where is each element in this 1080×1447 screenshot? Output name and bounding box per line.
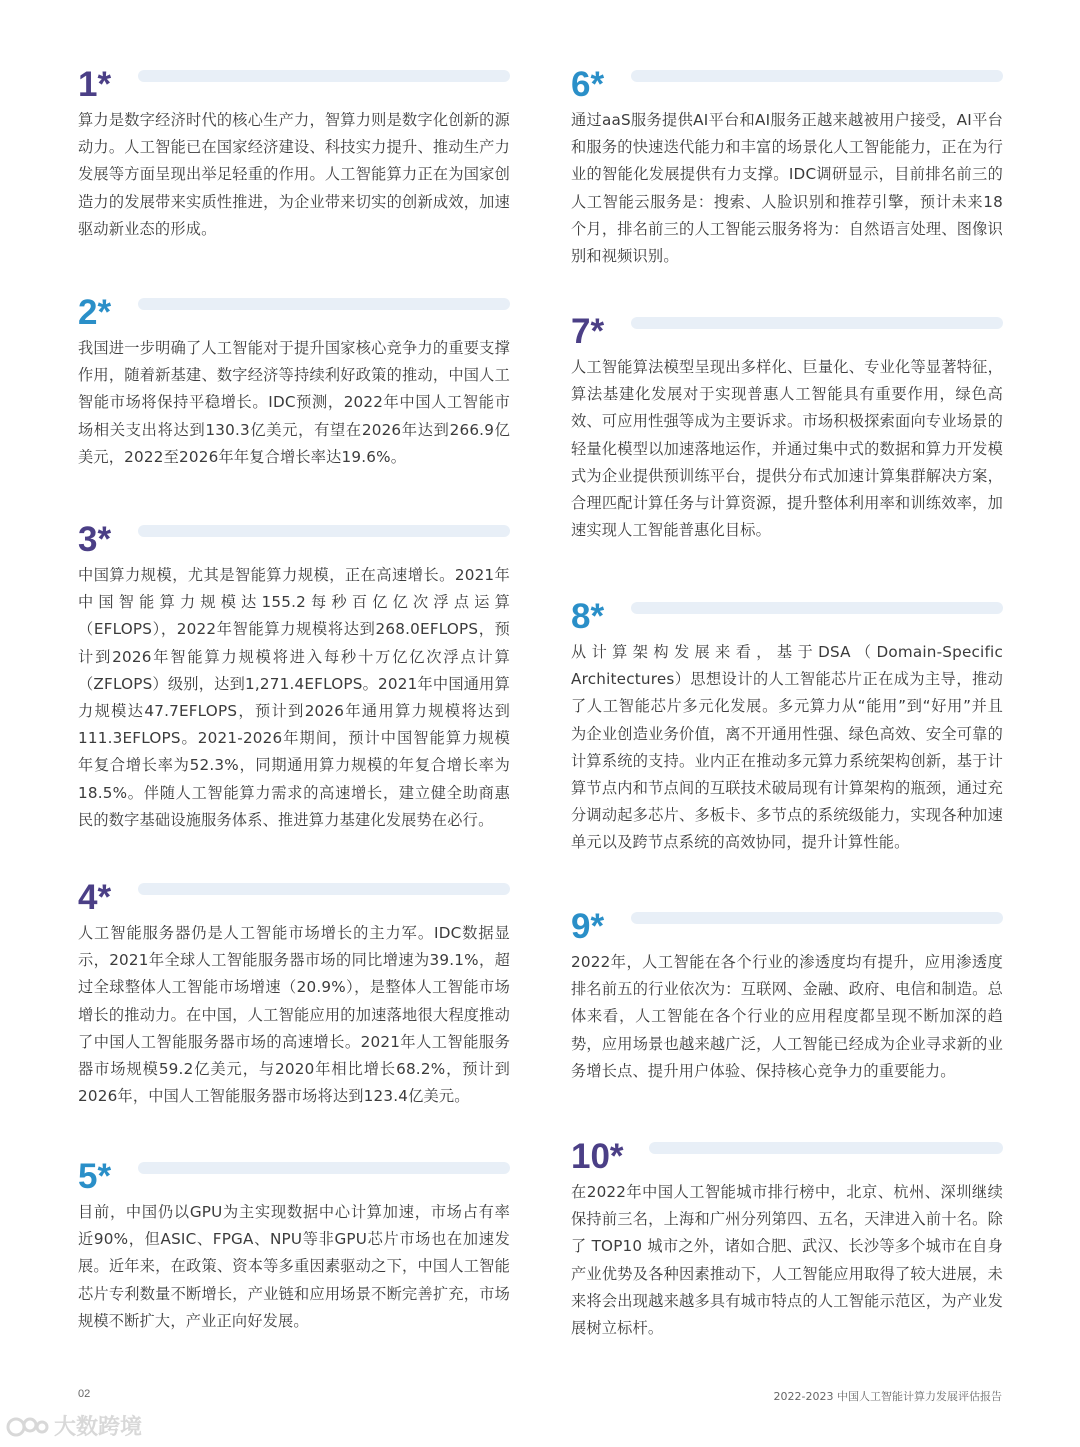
- page-number: 02: [78, 1388, 91, 1400]
- section-divider-bar: [631, 602, 1003, 614]
- section-9: [571, 908, 1003, 1085]
- section-text: 目前，中国仍以GPU为主实现数据中心计算加速，市场占有率近90%，但ASIC、FPGA、NPU等非GPU芯片市场也在加速发展。近年来，在政策、资本等多重因素驱动之下，中国人工智能芯片专利数量不断增长，产业链和应用场景不断完善扩充，市场规模不断扩大，产业正向好发展。: [78, 1203, 510, 1330]
- section-number: 9*: [571, 907, 605, 946]
- section-text: 我国进一步明确了人工智能对于提升国家核心竞争力的重要支撑作用，随着新基建、数字经济等持续利好政策的推动，中国人工智能市场将保持平稳增长。IDC预测，2022年中国人工智能市场相关支出将达到130.3亿美元，有望在2026年达到266.9亿美元，2022至2026年年复合增长率达19.6%。: [78, 339, 510, 466]
- watermark-text: 大数跨境: [54, 1415, 143, 1440]
- section-number: 4*: [78, 878, 112, 917]
- section-text: 人工智能算法模型呈现出多样化、巨量化、专业化等显著特征，算法基建化发展对于实现普惠人工智能具有重要作用，绿色高效、可应用性强等成为主要诉求。市场积极探索面向专业场景的轻量化模型以加速落地运作，并通过集中式的数据和算力开发模式为企业提供预训练平台，提供分布式加速计算集群解决方案，合理匹配计算任务与计算资源，提升整体利用率和训练效率，加速实现人工智能普惠化目标。: [571, 358, 1003, 540]
- section-number: 5*: [78, 1157, 112, 1196]
- section-text: 算力是数字经济时代的核心生产力，智算力则是数字化创新的源动力。人工智能已在国家经济建设、科技实力提升、推动生产力发展等方面呈现出举足轻重的作用。人工智能算力正在为国家创造力的发展带来实质性推进，为企业带来切实的创新成效，加速驱动新业态的形成。: [78, 111, 510, 238]
- report-title: 2022-2023 中国人工智能计算力发展评估报告: [773, 1390, 1002, 1403]
- section-text: 人工智能服务器仍是人工智能市场增长的主力军。IDC数据显示，2021年全球人工智能服务器市场的同比增速为39.1%，超过全球整体人工智能市场增速（20.9%），是整体人工智能市场增长的推动力。在中国，人工智能应用的加速落地很大程度推动了中国人工智能服务器市场的高速增长。2021年人工智能服务器市场规模59.2亿美元，与2020年相比增长68.2%，预计到2026年，中国人工智能服务器市场将达到123.4亿美元。: [78, 924, 510, 1106]
- section-7: [571, 313, 1003, 544]
- section-divider-bar: [138, 298, 510, 310]
- section-divider-bar: [649, 1142, 1003, 1154]
- section-number: 3*: [78, 520, 112, 559]
- section-text: 从计算架构发展来看，基于DSA（Domain-Specific Architectures）思想设计的人工智能芯片正在成为主导，推动了人工智能芯片多元化发展。多元算力从“能用”到“好用”并且为企业创造业务价值，离不开通用性强、绿色高效、安全可靠的计算系统的支持。业内正在推动多元算力系统架构创新，基于计算节点内和节点间的互联技术破局现有计算架构的瓶颈，通过充分调动起多芯片、多板卡、多节点的系统级能力，实现各种加速单元以及跨节点系统的高效协同，提升计算性能。: [571, 643, 1003, 852]
- section-3: [78, 521, 510, 834]
- section-8: [571, 598, 1003, 857]
- section-text: 中国算力规模，尤其是智能算力规模，正在高速增长。2021年中国智能算力规模达155.2每秒百亿亿次浮点运算（EFLOPS），2022年智能算力规模将达到268.0EFLOPS，预计到2026年智能算力规模将进入每秒十万亿亿次浮点计算（ZFLOPS）级别，达到1,271.4EFLOPS。2021年中国通用算力规模达47.7EFLOPS，预计到2026年通用算力规模将达到111.3EFLOPS。2021-2026年期间，预计中国智能算力规模年复合增长率为52.3%，同期通用算力规模的年复合增长率为18.5%。伴随人工智能算力需求的高速增长，建立健全助商惠民的数字基础设施服务体系、推进算力基建化发展势在必行。: [78, 566, 510, 829]
- section-divider-bar: [138, 525, 510, 537]
- section-number: 6*: [571, 65, 605, 104]
- section-1: [78, 66, 510, 243]
- section-text: 2022年，人工智能在各个行业的渗透度均有提升，应用渗透度排名前五的行业依次为：互联网、金融、政府、电信和制造。总体来看，人工智能在各个行业的应用程度都呈现不断加深的趋势，应用场景也越来越广泛，人工智能已经成为企业寻求新的业务增长点、提升用户体验、保持核心竞争力的重要能力。: [571, 953, 1003, 1080]
- section-number: 1*: [78, 65, 112, 104]
- section-divider-bar: [631, 70, 1003, 82]
- section-number: 2*: [78, 293, 112, 332]
- section-divider-bar: [631, 912, 1003, 924]
- section-10: [571, 1138, 1003, 1342]
- section-divider-bar: [631, 317, 1003, 329]
- section-number: 8*: [571, 597, 605, 636]
- section-number: 7*: [571, 312, 605, 351]
- section-2: [78, 294, 510, 471]
- section-6: [571, 66, 1003, 270]
- section-text: 通过aaS服务提供AI平台和AI服务正越来越被用户接受，AI平台和服务的快速迭代能力和丰富的场景化人工智能能力，正在为行业的智能化发展提供有力支撑。IDC调研显示，目前排名前三的人工智能云服务是：搜索、人脸识别和推荐引擎，预计未来18个月，排名前三的人工智能云服务将为：自然语言处理、图像识别和视频识别。: [571, 111, 1003, 266]
- section-4: [78, 879, 510, 1110]
- section-number: 10*: [571, 1137, 624, 1176]
- watermark-logo-icon: [6, 1413, 50, 1439]
- section-divider-bar: [138, 70, 510, 82]
- section-divider-bar: [138, 883, 510, 895]
- watermark: [6, 1410, 142, 1441]
- section-5: [78, 1158, 510, 1335]
- section-text: 在2022年中国人工智能城市排行榜中，北京、杭州、深圳继续保持前三名，上海和广州分列第四、五名，天津进入前十名。除了 TOP10 城市之外，诸如合肥、武汉、长沙等多个城市在自身产业优势及各种因素推动下，人工智能应用取得了较大进展，未来将会出现越来越多具有城市特点的人工智能示范区，为产业发展树立标杆。: [571, 1183, 1003, 1338]
- section-divider-bar: [138, 1162, 510, 1174]
